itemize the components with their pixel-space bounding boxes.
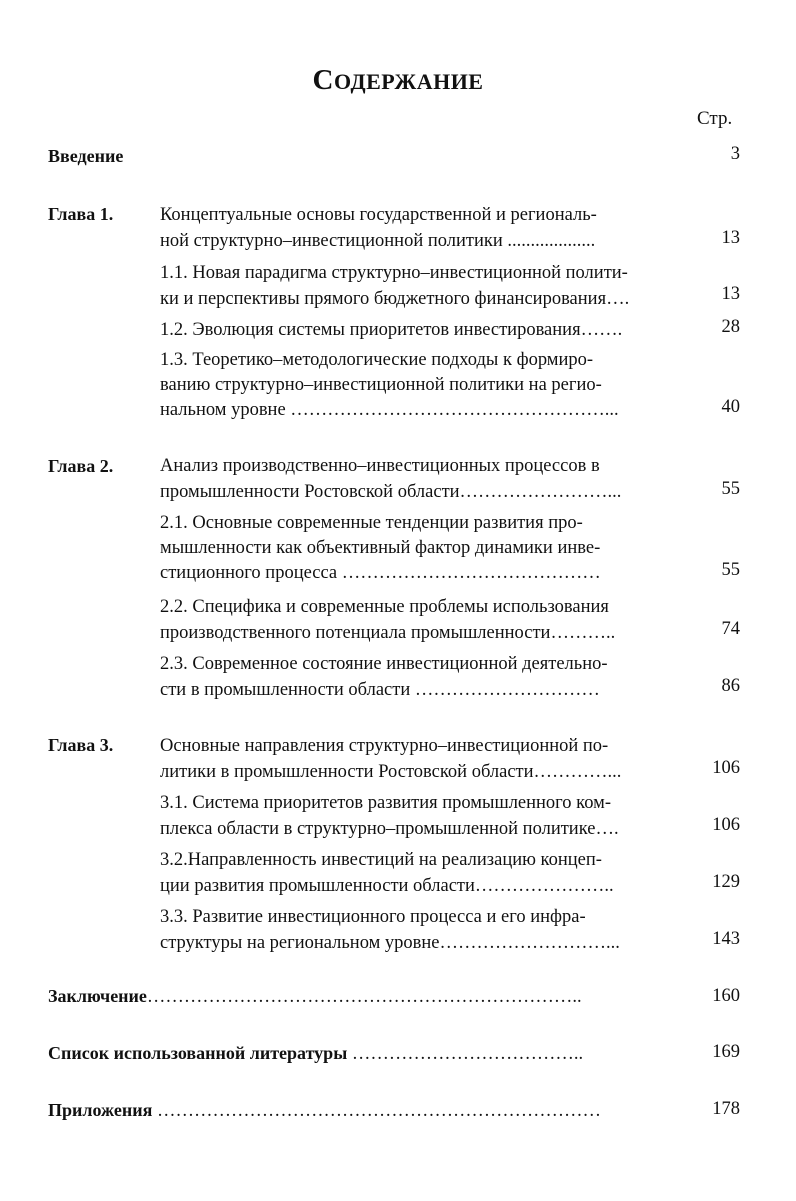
section-2-1-page: 55: [721, 560, 740, 580]
section-3-3-page: 143: [712, 929, 740, 949]
chapter-3-page: 106: [712, 758, 740, 778]
section-2-3-page: 86: [721, 676, 740, 696]
chapter-3-label[interactable]: Глава 3.: [48, 735, 114, 755]
chapter-1-title[interactable]: Концептуальные основы государственной и региональ- ной структурно–инвестиционной политики ...................: [160, 205, 597, 251]
toc-references[interactable]: Список использованной литературы ………………………………..: [48, 1043, 584, 1064]
section-1-3-page: 40: [721, 397, 740, 417]
section-3-1-page: 106: [712, 815, 740, 835]
section-1-1-page: 13: [721, 284, 740, 304]
section-1-2[interactable]: 1.2. Эволюция системы приоритетов инвестирования…….: [160, 320, 623, 340]
section-1-2-page: 28: [721, 317, 740, 337]
chapter-2-title[interactable]: Анализ производственно–инвестиционных процессов в промышленности Ростовской области……………………...: [160, 456, 622, 502]
page-title: СОДЕРЖАНИЕ: [312, 64, 484, 96]
chapter-1-label[interactable]: Глава 1.: [48, 204, 114, 224]
section-3-1[interactable]: 3.1. Система приоритетов развития промышленного ком- плекса области в структурно–промышленной политике….: [160, 793, 619, 839]
toc-appendices-page: 178: [712, 1099, 740, 1119]
section-2-3[interactable]: 2.3. Современное состояние инвестиционной деятельно- сти в промышленности области …………………………: [160, 654, 608, 700]
section-2-1[interactable]: 2.1. Основные современные тенденции развития про- мышленности как объективный фактор динамики инве- стиционного процесса ……………………………………: [160, 513, 601, 583]
chapter-2-label[interactable]: Глава 2.: [48, 456, 114, 476]
section-1-1[interactable]: 1.1. Новая парадигма структурно–инвестиционной полити- ки и перспективы прямого бюджетного финансирования….: [160, 263, 630, 309]
toc-intro-label[interactable]: Введение: [48, 146, 124, 166]
section-2-2[interactable]: 2.2. Специфика и современные проблемы использования производственного потенциала промышленности………..: [160, 597, 616, 643]
section-3-2-page: 129: [712, 872, 740, 892]
toc-conclusion[interactable]: Заключение……………………………………………………………..: [48, 986, 582, 1007]
chapter-2-page: 55: [721, 479, 740, 499]
toc-appendices[interactable]: Приложения ………………………………………………………………: [48, 1100, 601, 1121]
toc-intro-page: 3: [730, 144, 740, 164]
section-2-2-page: 74: [721, 619, 740, 639]
page-column-header: Стр.: [697, 108, 733, 129]
chapter-1-page: 13: [721, 228, 740, 248]
section-1-3[interactable]: 1.3. Теоретико–методологические подходы к формиро- ванию структурно–инвестиционной политики на регио- нальном уровне ……………………………………………...: [160, 350, 619, 420]
section-3-2[interactable]: 3.2.Направленность инвестиций на реализацию концеп- ции развития промышленности области…………………..: [160, 850, 614, 896]
section-3-3[interactable]: 3.3. Развитие инвестиционного процесса и его инфра- структуры на региональном уровне………………………...: [160, 907, 620, 953]
toc-conclusion-page: 160: [712, 986, 740, 1006]
toc-references-page: 169: [712, 1042, 740, 1062]
chapter-3-title[interactable]: Основные направления структурно–инвестиционной по- литики в промышленности Ростовской области…………...: [160, 736, 622, 782]
